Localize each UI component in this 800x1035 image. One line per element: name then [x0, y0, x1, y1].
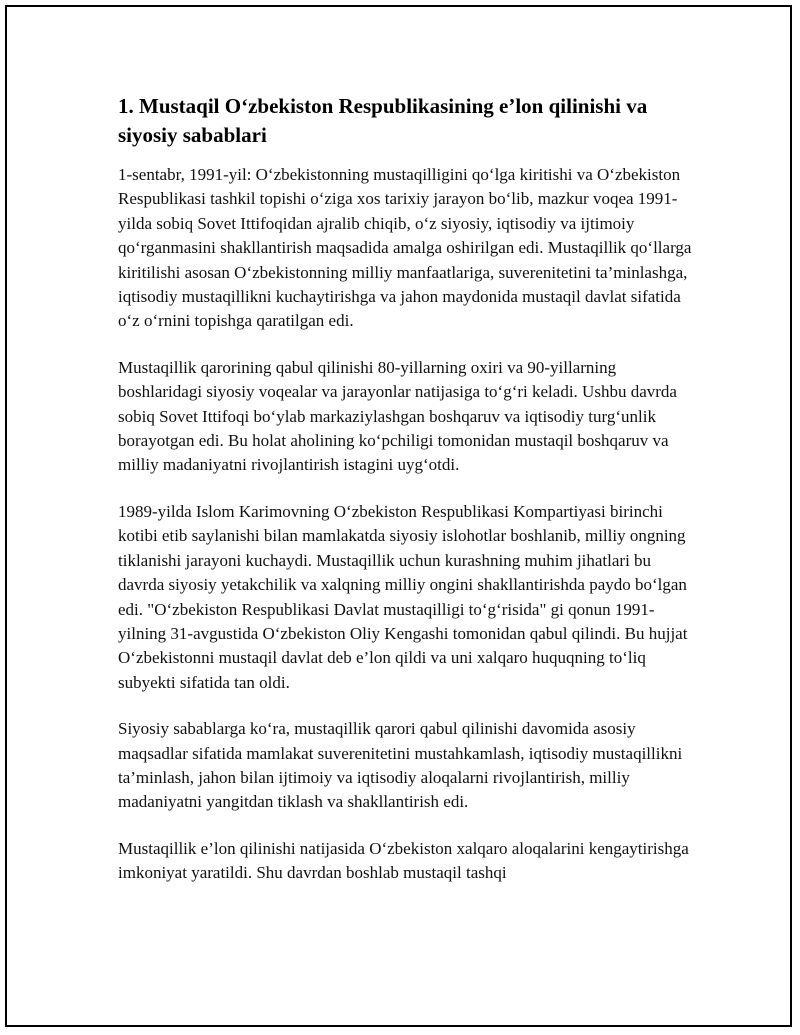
document-body [118, 92, 698, 908]
paragraph-5: Mustaqillik e’lon qilinishi natijasida O‘zbekiston xalqaro aloqalarini kengaytirishga imkoniyat yaratildi. Shu davrdan boshlab mustaqil tashqi [118, 838, 689, 883]
paragraph-2: Mustaqillik qarorining qabul qilinishi 80-yillarning oxiri va 90-yillarning boshlaridagi siyosiy voqealar va jarayonlar natijasiga to‘g‘ri keladi. Ushbu davrda sobiq Sovet Ittifoqi bo‘ylab markaziylashgan boshqaruv va iqtisodiy turg‘unlik borayotgan edi. Bu holat aholining ko‘pchiligi tomonidan mustaqil boshqaruv va milliy madaniyatni rivojlantirish istagini uyg‘otdi. [118, 357, 677, 475]
paragraph-4: Siyosiy sabablarga ko‘ra, mustaqillik qarori qabul qilinishi davomida asosiy maqsadlar sifatida mamlakat suverenitetini mustahkamlash, iqtisodiy mustaqillikni ta’minlash, jahon bilan ijtimoiy va iqtisodiy aloqalarni rivojlantirish, milliy madaniyatni yangitdan tiklash va shakllantirish edi. [118, 719, 683, 812]
section-title: 1. Mustaqil O‘zbekiston Respublikasining e’lon qilinishi va siyosiy sabablari [118, 94, 648, 147]
paragraph-3: 1989-yilda Islom Karimovning O‘zbekiston Respublikasi Kompartiyasi birinchi kotibi etib saylanishi bilan mamlakatda siyosiy islohotlar boshlanib, milliy ongning tiklanishi jarayoni kuchaydi. Mustaqillik uchun kurashning muhim jihatlari bu davrda siyosiy yetakchilik va xalqning milliy ongini shakllantirishda paydo bo‘lgan edi. "O‘zbekiston Respublikasi Davlat mustaqilligi to‘g‘risida" gi qonun 1991-yilning 31-avgustida O‘zbekiston Oliy Kengashi tomonidan qabul qilindi. Bu hujjat O‘zbekistonni mustaqil davlat deb e’lon qildi va uni xalqaro huquqning to‘liq subyekti sifatida tan oldi. [118, 501, 688, 692]
paragraph-1: 1-sentabr, 1991-yil: O‘zbekistonning mustaqilligini qo‘lga kiritishi va O‘zbekiston Respublikasi tashkil topishi o‘ziga xos tarixiy jarayon bo‘lib, mazkur voqea 1991-yilda sobiq Sovet Ittifoqidan ajralib chiqib, o‘z siyosiy, iqtisodiy va ijtimoiy qo‘rganmasini shakllantirish maqsadida amalga oshirilgan edi. Mustaqillik qo‘llarga kiritilishi asosan O‘zbekistonning milliy manfaatlariga, suverenitetini ta’minlashga, iqtisodiy mustaqillikni kuchaytirishga va jahon maydonida mustaqil davlat sifatida o‘z o‘rnini topishga qaratilgan edi. [118, 165, 692, 331]
